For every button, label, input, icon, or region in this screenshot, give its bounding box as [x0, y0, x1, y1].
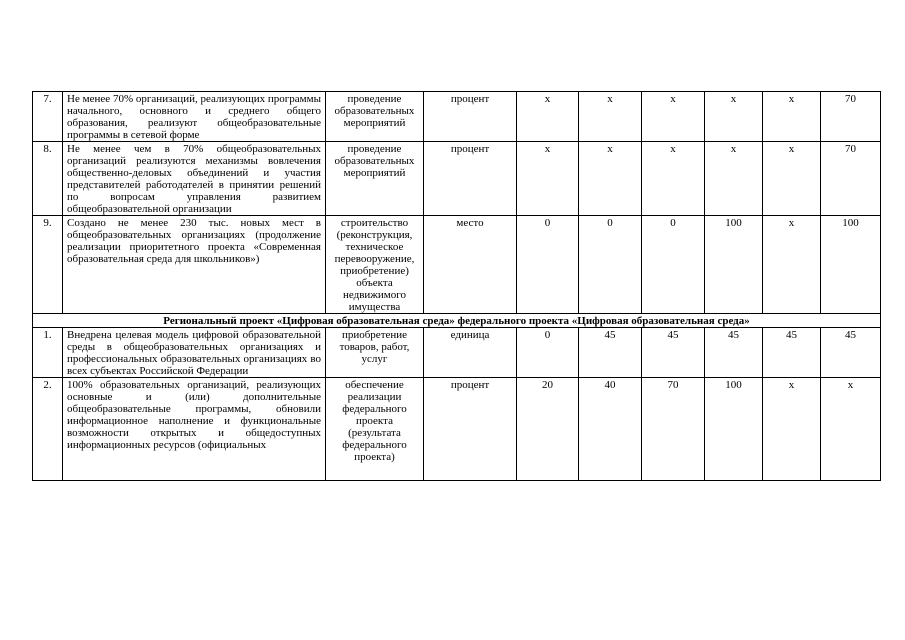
indicator-name: 100% образовательных организаций, реализующих основные и (или) дополнительные общеобразовательные программы, обновили информационное наполнение и функциональные возможности открытых и общедоступных информационных ресурсов (официальных [63, 378, 326, 481]
value-cell: x [642, 142, 705, 216]
rows-top [33, 92, 881, 314]
row-number: 1. [33, 328, 63, 378]
table-row [33, 142, 881, 216]
value-cell: x [763, 142, 821, 216]
value-cell: x [579, 92, 642, 142]
direction: приобретение товаров, работ, услуг [326, 328, 424, 378]
indicator-name: Не менее чем в 70% общеобразовательных организаций реализуются механизмы вовлечения общественно-деловых объединений и участия представителей работодателей в принятии решений по вопросам управления развитием общеобразовательной организации [63, 142, 326, 216]
value-cell: 0 [517, 216, 579, 314]
value-cell: 100 [821, 216, 881, 314]
unit: процент [424, 142, 517, 216]
direction: проведение образовательных мероприятий [326, 92, 424, 142]
unit: место [424, 216, 517, 314]
value-cell: x [705, 92, 763, 142]
value-cell: 20 [517, 378, 579, 481]
value-cell: 45 [642, 328, 705, 378]
section-title: Региональный проект «Цифровая образовательная среда» федерального проекта «Цифровая образовательная среда» [33, 314, 881, 328]
value-cell: x [579, 142, 642, 216]
table-row [33, 378, 881, 481]
unit: процент [424, 92, 517, 142]
row-number: 8. [33, 142, 63, 216]
table-row [33, 92, 881, 142]
value-cell: x [517, 92, 579, 142]
row-number: 9. [33, 216, 63, 314]
row-number: 2. [33, 378, 63, 481]
value-cell: 45 [821, 328, 881, 378]
value-cell: x [763, 378, 821, 481]
value-cell: 0 [642, 216, 705, 314]
indicators-table [32, 91, 881, 481]
value-cell: 45 [579, 328, 642, 378]
indicator-name: Внедрена целевая модель цифровой образовательной среды в общеобразовательных организациях и профессиональных образовательных организациях во всех субъектах Российской Федерации [63, 328, 326, 378]
section-block [33, 314, 881, 328]
direction: обеспечение реализации федерального проекта (результата федерального проекта) [326, 378, 424, 481]
table-row [33, 328, 881, 378]
value-cell: 45 [705, 328, 763, 378]
value-cell: 40 [579, 378, 642, 481]
value-cell: 100 [705, 216, 763, 314]
value-cell: 0 [579, 216, 642, 314]
direction: строительство (реконструкция, техническое перевооружение, приобретение) объекта недвижимого имущества [326, 216, 424, 314]
value-cell: x [763, 216, 821, 314]
value-cell: 100 [705, 378, 763, 481]
value-cell: 0 [517, 328, 579, 378]
value-cell: x [763, 92, 821, 142]
value-cell: 70 [821, 92, 881, 142]
value-cell: 70 [821, 142, 881, 216]
value-cell: x [705, 142, 763, 216]
value-cell: x [821, 378, 881, 481]
unit: процент [424, 378, 517, 481]
value-cell: x [517, 142, 579, 216]
value-cell: 45 [763, 328, 821, 378]
value-cell: 70 [642, 378, 705, 481]
rows-bottom [33, 328, 881, 481]
row-number: 7. [33, 92, 63, 142]
indicator-name: Создано не менее 230 тыс. новых мест в общеобразовательных организациях (продолжение реализации приоритетного проекта «Современная образовательная среда для школьников») [63, 216, 326, 314]
value-cell: x [642, 92, 705, 142]
section-row [33, 314, 881, 328]
direction: проведение образовательных мероприятий [326, 142, 424, 216]
indicator-name: Не менее 70% организаций, реализующих программы начального, основного и среднего общего образования, реализуют общеобразовательные программы в сетевой форме [63, 92, 326, 142]
unit: единица [424, 328, 517, 378]
table-row [33, 216, 881, 314]
